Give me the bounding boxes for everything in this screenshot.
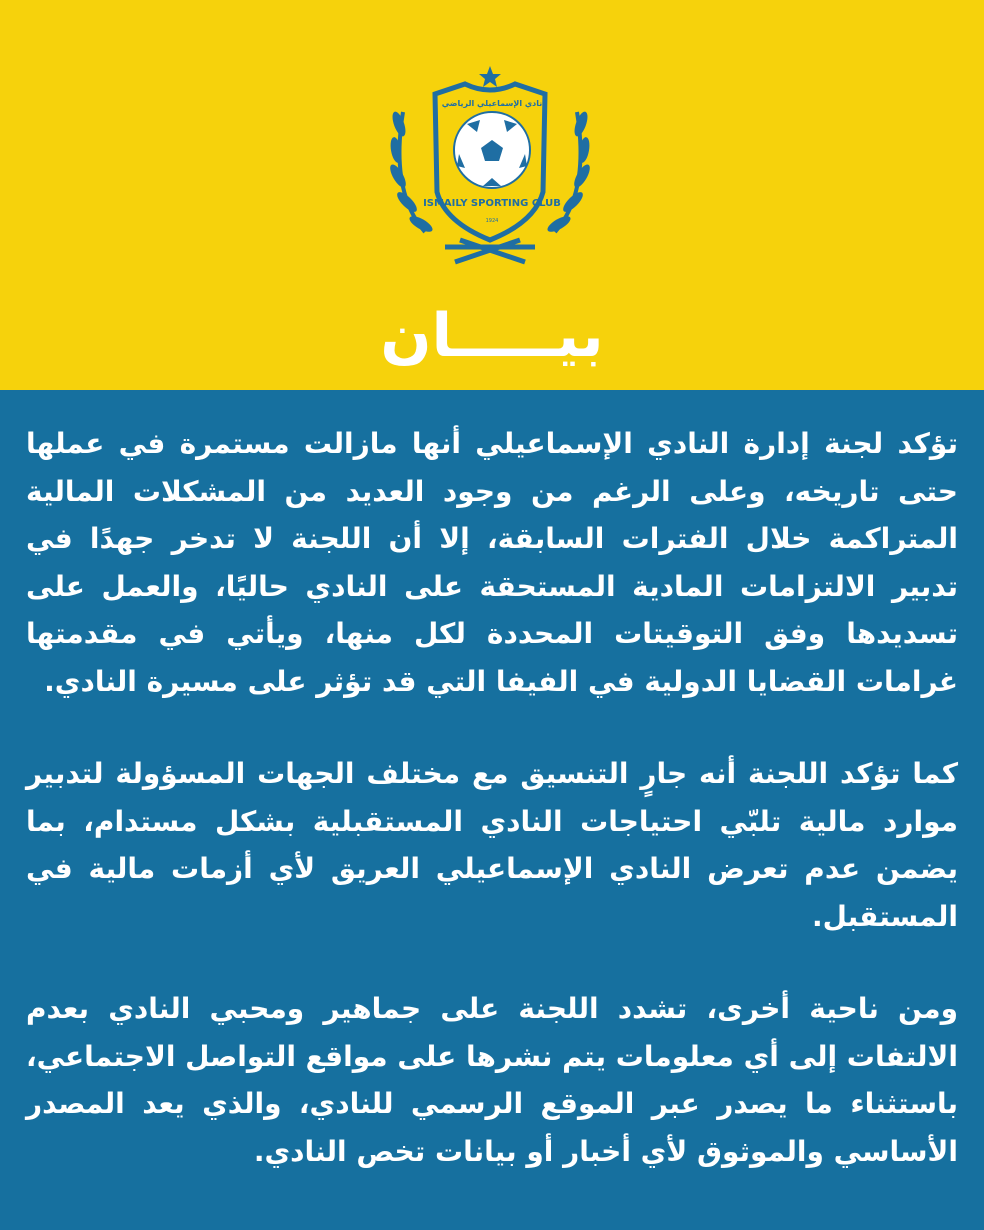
logo-year: 1924 — [485, 218, 499, 224]
logo-english-text: ISMAILY SPORTING CLUB — [423, 198, 561, 209]
football-icon — [454, 112, 530, 188]
statement-body — [0, 390, 984, 1230]
logo-arabic-text: نادي الإسماعيلي الرياضي — [441, 99, 543, 108]
page-title: بيـــــان — [380, 301, 604, 371]
paragraph-1: تؤكد لجنة إدارة النادي الإسماعيلي أنها مازالت مستمرة في عملها حتى تاريخه، وعلى الرغم من وجود العديد من المشكلات المالية المتراكمة خلال الفترات السابقة، إلا أن اللجنة لا تدخر جهدًا في تدبير الالتزامات المادية المستحقة على النادي حاليًا، والعمل على تسديدها وفق التوقيتات المحددة لكل منها، ويأتي في مقدمتها غرامات القضايا الدولية في الفيفا التي قد تؤثر على مسيرة النادي. — [26, 427, 958, 698]
paragraph-2: كما تؤكد اللجنة أنه جارٍ التنسيق مع مختلف الجهات المسؤولة لتدبير موارد مالية تلبّي احتياجات النادي المستقبلية بشكل مستدام، بما يضمن عدم تعرض النادي الإسماعيلي العريق لأي أزمات مالية في المستقبل. — [26, 757, 958, 933]
header-band — [0, 0, 984, 390]
statement-text — [26, 420, 958, 1220]
laurel-left-icon — [387, 110, 435, 235]
laurel-right-icon — [545, 110, 593, 235]
ismaily-club-logo — [385, 62, 595, 272]
paragraph-3: ومن ناحية أخرى، تشدد اللجنة على جماهير ومحبي النادي بعدم الالتفات إلى أي معلومات يتم نشرها على مواقع التواصل الاجتماعي، باستثناء ما يصدر عبر الموقع الرسمي للنادي، والذي يعد المصدر الأساسي والموثوق لأي أخبار أو بيانات تخص النادي. — [26, 992, 958, 1168]
star-icon — [479, 66, 501, 87]
